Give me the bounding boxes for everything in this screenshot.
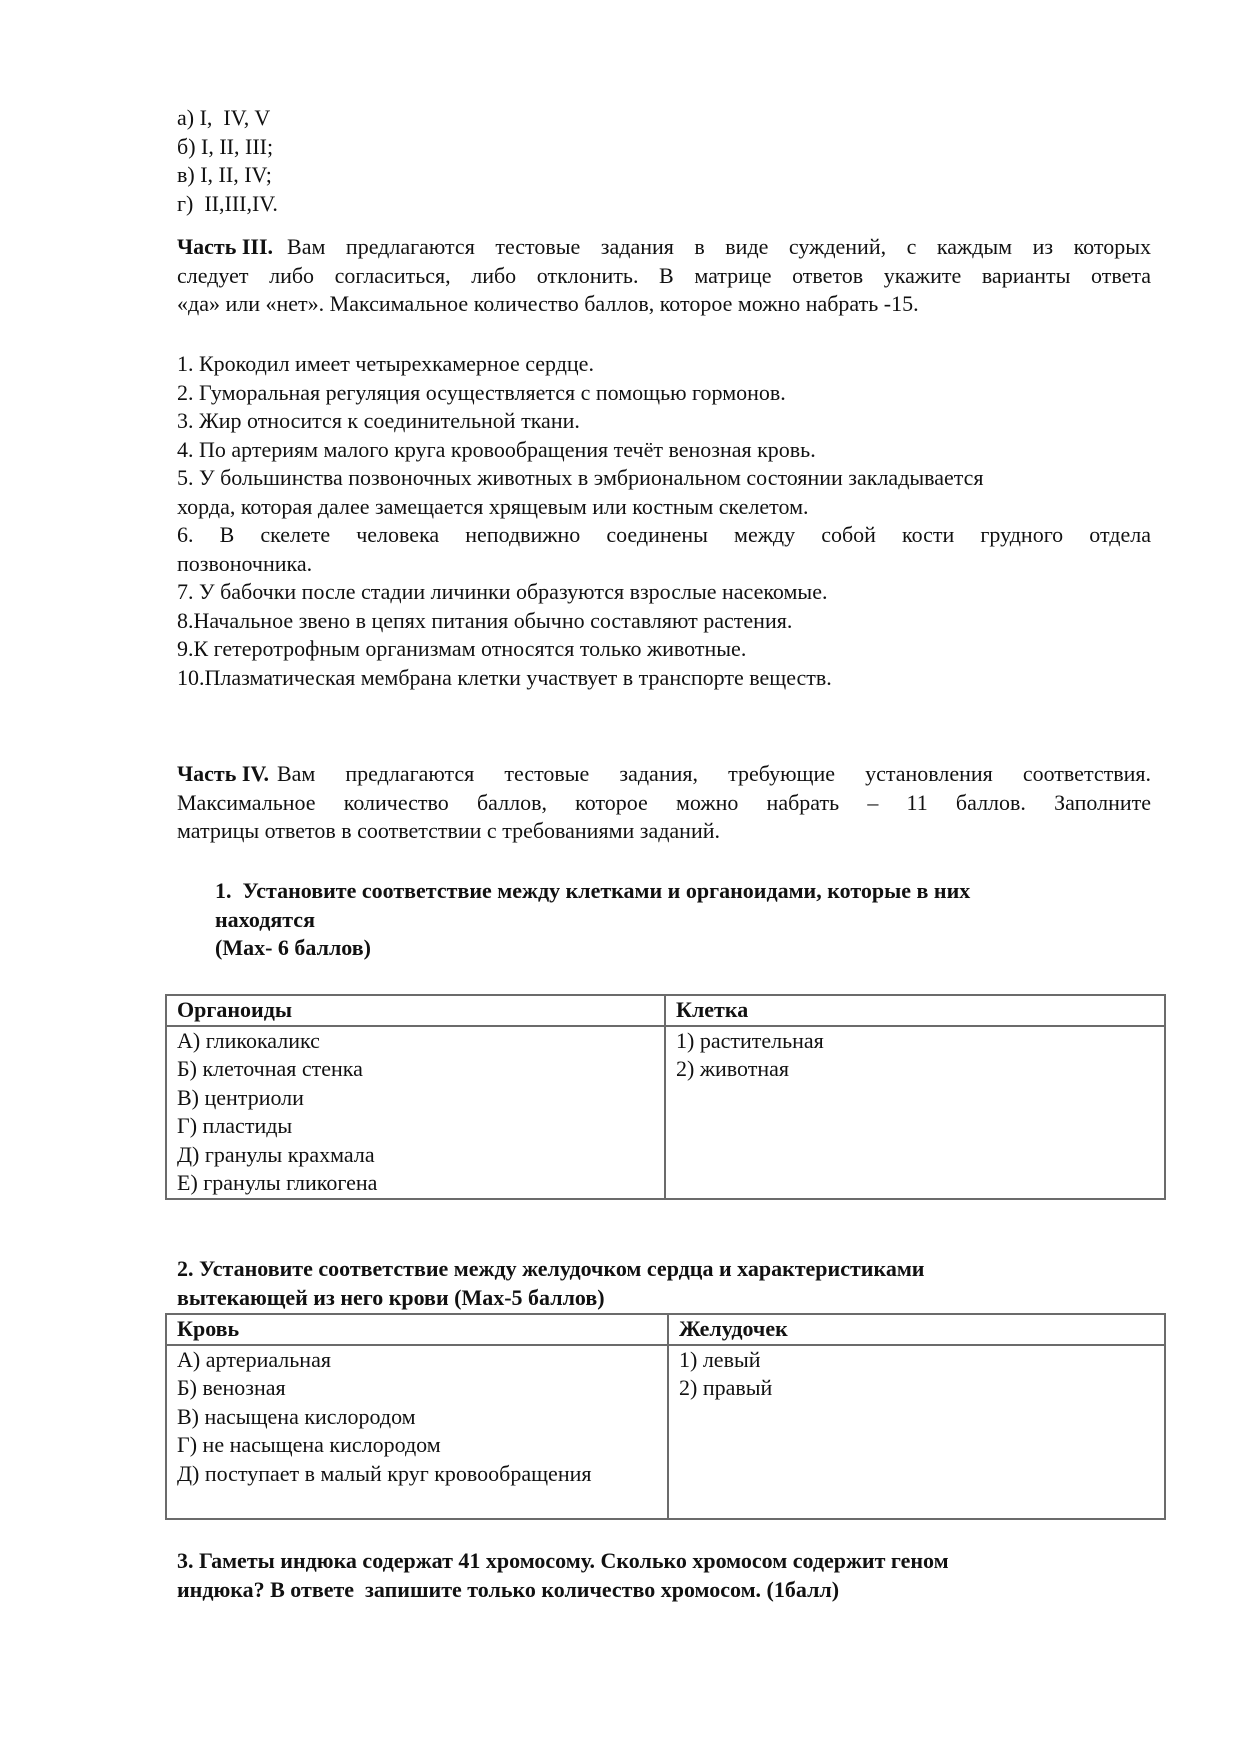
answer-options <box>177 104 1151 218</box>
list-item: Г) не насыщена кислородом <box>177 1432 441 1457</box>
list-item: В) насыщена кислородом <box>177 1403 416 1429</box>
list-item: 1) левый <box>679 1346 761 1372</box>
part3-heading: Часть III. <box>177 234 274 259</box>
list-item: А) артериальная <box>177 1346 331 1372</box>
statement-continuation: хорда, которая далее замещается хрящевым или костным скелетом. <box>177 493 809 519</box>
part3-intro-line: следует либо согласиться, либо отклонить. В матрице ответов укажите варианты ответа <box>177 262 1151 288</box>
blood-ventricle-table <box>165 1313 1166 1520</box>
organoids-cell <box>166 1026 665 1199</box>
part3-intro-line: Часть III. Вам предлагаются тестовые задания в виде суждений, с каждым из которых <box>177 233 1151 262</box>
part4-heading: Часть IV. <box>177 761 269 786</box>
task3-question: 3. Гаметы индюка содержат 41 хромосому. Сколько хромосом содержит геном индюка? В ответе запишите только количество хромосом. (1балл) <box>177 1548 949 1602</box>
table-row <box>166 1026 1165 1199</box>
part4-intro-line: матрицы ответов в соответствии с требованиями заданий. <box>177 818 720 843</box>
part3-intro-line: «да» или «нет». Максимальное количество баллов, которое можно набрать -15. <box>177 291 919 316</box>
list-item: 2) правый <box>679 1375 773 1400</box>
answer-option: г) II,III,IV. <box>177 190 278 216</box>
column-header: Органоиды <box>166 995 665 1026</box>
statement: 5. У большинства позвоночных животных в эмбриональном состоянии закладывается <box>177 465 984 490</box>
list-item: Е) гранулы гликогена <box>177 1170 378 1195</box>
statement: 2. Гуморальная регуляция осуществляется с помощью гормонов. <box>177 379 786 405</box>
statement: 10.Плазматическая мембрана клетки участвует в транспорте веществ. <box>177 664 832 690</box>
column-header: Клетка <box>665 995 1165 1026</box>
statement: 9.К гетеротрофным организмам относятся только животные. <box>177 636 747 661</box>
list-item: В) центриоли <box>177 1084 304 1110</box>
part4-intro-line: Часть IV. Вам предлагаются тестовые задания, требующие установления соответствия. <box>177 760 1151 789</box>
list-item: А) гликокаликс <box>177 1027 320 1053</box>
table-header-row <box>166 995 1165 1026</box>
organoids-cells-table <box>165 994 1166 1200</box>
list-item: Б) клеточная стенка <box>177 1056 363 1081</box>
blood-cell <box>166 1345 668 1519</box>
ventricle-cell <box>668 1345 1165 1519</box>
list-item: Б) венозная <box>177 1375 286 1400</box>
part4-intro <box>177 760 1151 846</box>
statement: 1. Крокодил имеет четырехкамерное сердце. <box>177 351 594 376</box>
part4-intro-line: Максимальное количество баллов, которое можно набрать – 11 баллов. Заполните <box>177 789 1151 815</box>
list-item: Д) гранулы крахмала <box>177 1141 375 1167</box>
statement-continuation: позвоночника. <box>177 550 313 576</box>
table-header-row <box>166 1314 1165 1345</box>
list-item: Д) поступает в малый круг кровообращения <box>177 1460 592 1486</box>
table-row <box>166 1345 1165 1519</box>
answer-option: а) I, IV, V <box>177 105 271 130</box>
list-item: Г) пластиды <box>177 1113 293 1138</box>
statement: 8.Начальное звено в цепях питания обычно составляют растения. <box>177 607 793 633</box>
statement: 7. У бабочки после стадии личинки образуются взрослые насекомые. <box>177 579 828 604</box>
part3-intro <box>177 233 1151 319</box>
answer-option: в) I, II, IV; <box>177 162 272 187</box>
part3-statements <box>177 350 1151 692</box>
statement: 3. Жир относится к соединительной ткани. <box>177 408 580 433</box>
task2-title: 2. Установите соответствие между желудочком сердца и характеристиками вытекающей из него крови (Max-5 баллов) <box>177 1256 925 1310</box>
column-header: Кровь <box>166 1314 668 1345</box>
cells-cell <box>665 1026 1165 1199</box>
statement: 4. По артериям малого круга кровообращения течёт венозная кровь. <box>177 436 816 462</box>
column-header: Желудочек <box>668 1314 1165 1345</box>
list-item: 1) растительная <box>676 1027 824 1053</box>
task1-title: 1. Установите соответствие между клетками и органоидами, которые в них находятся (Max- 6 баллов) <box>215 878 971 960</box>
statement: 6. В скелете человека неподвижно соединены между собой кости грудного отдела <box>177 522 1151 547</box>
list-item: 2) животная <box>676 1056 790 1081</box>
answer-option: б) I, II, III; <box>177 133 274 159</box>
